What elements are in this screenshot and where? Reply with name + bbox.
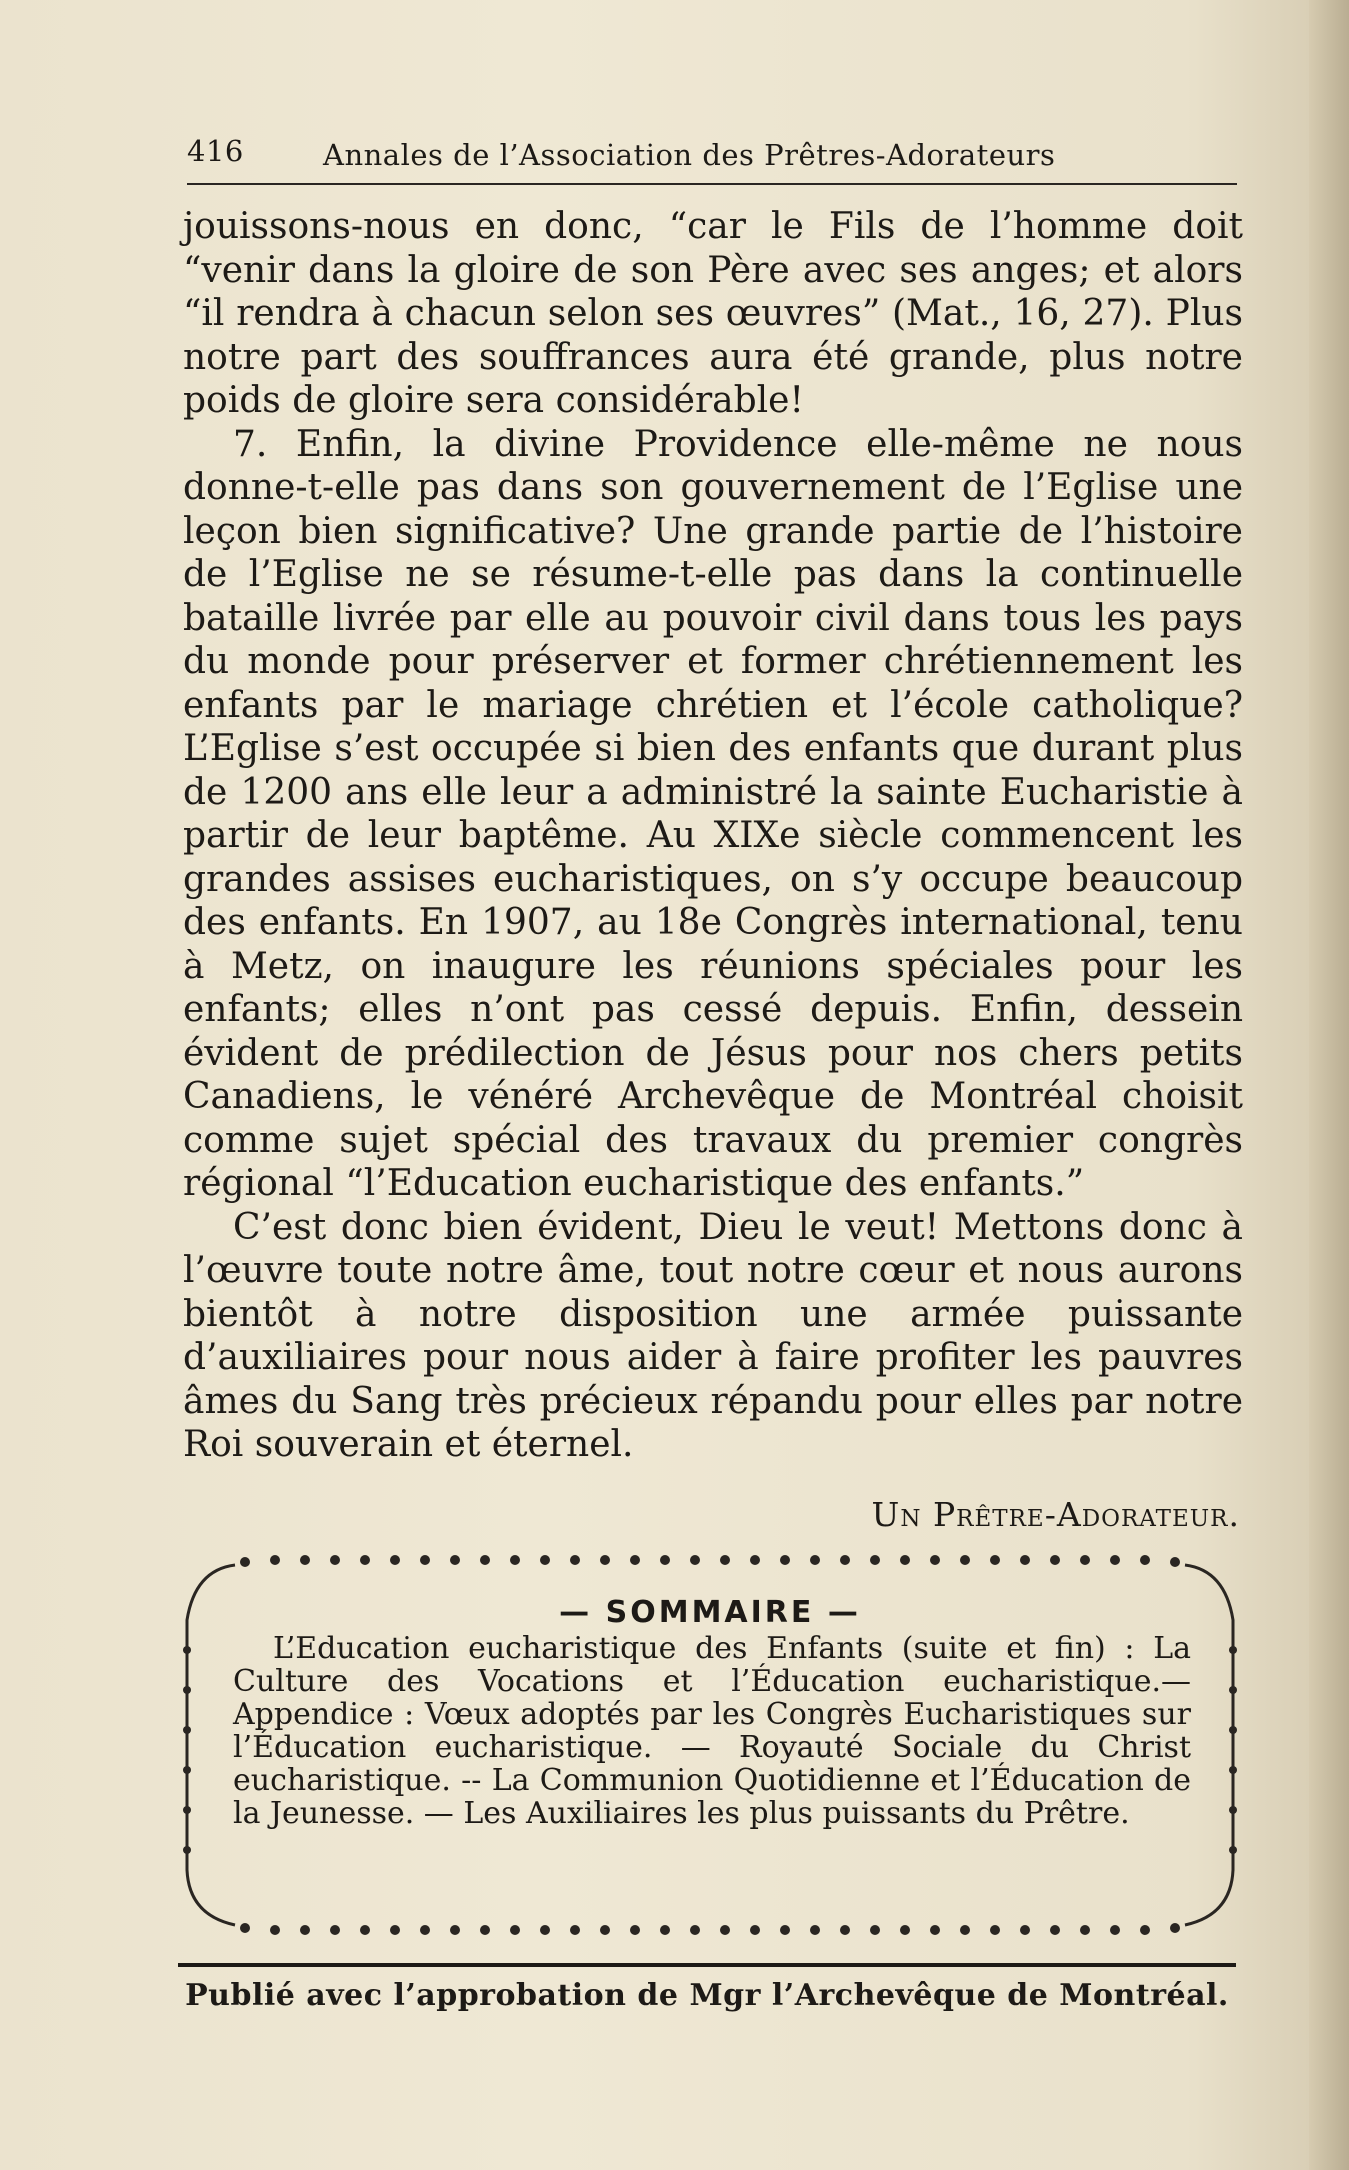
sommaire-frame: [175, 1540, 1245, 1950]
header-rule: [187, 183, 1237, 185]
page-number: 416: [187, 134, 244, 168]
signature: Un Prêtre-Adorateur.: [871, 1495, 1240, 1534]
page-edge-shadow: [1309, 0, 1349, 2170]
running-header: [187, 128, 1237, 178]
paragraph: jouissons-nous en donc, “car le Fils de l’homme doit “venir dans la gloire de son Père avec ses anges; et alors “il rendra à chacun selon ses œuvres” (Mat., 16, 27). Plus notre part des souffrances aura été grande, plus notre poids de gloire sera considérable!: [183, 206, 1243, 421]
publisher-line: Publié avec l’approbation de Mgr l’Archevêque de Montréal.: [185, 1978, 1229, 2013]
paragraph: C’est donc bien évident, Dieu le veut! Mettons donc à l’œuvre toute notre âme, tout notre cœur et nous aurons bientôt à notre disposition une armée puissante d’auxiliaires pour nous aider à faire profiter les pauvres âmes du Sang très précieux répandu pour elles par notre Roi souverain et éternel.: [183, 1206, 1243, 1465]
body-text: [183, 205, 1243, 1467]
running-title: Annales de l’Association des Prêtres-Adorateurs: [323, 138, 1056, 172]
bottom-rule: [178, 1963, 1236, 1967]
paragraph: 7. Enfin, la divine Providence elle-même ne nous donne-t-elle pas dans son gouvernement de l’Eglise une leçon bien significative? Une grande partie de l’histoire de l’Eglise ne se résume-t-elle pas dans la continuelle bataille livrée par elle au pouvoir civil dans tous les pays du monde pour préserver et former chrétiennement les enfants par le mariage chrétien et l’école catholique? L’Eglise s’est occupée si bien des enfants que durant plus de 1200 ans elle leur a administré la sainte Eucharistie à partir de leur baptême. Au XIXe siècle commencent les grandes assises eucharistiques, on s’y occupe beaucoup des enfants. En 1907, au 18e Congrès international, tenu à Metz, on inaugure les réunions spéciales pour les enfants; elles n’ont pas cessé depuis. Enfin, dessein évident de prédilection de Jésus pour nos chers petits Canadiens, le vénéré Archevêque de Montréal choisit comme sujet spécial des travaux du premier congrès régional “l’Education eucharistique des enfants.”: [183, 423, 1243, 1204]
sommaire-paragraph: L’Education eucharistique des Enfants (suite et fin) : La Culture des Vocations et l’Éducation eucharistique.— Appendice : Vœux adoptés par les Congrès Eucharistiques sur l’Éducation eucharistique. — Royauté Sociale du Christ eucharistique. -- La Communion Quotidienne et l’Éducation de la Jeunesse. — Les Auxiliaires les plus puissants du Prêtre.: [233, 1631, 1191, 1831]
leaf-border-bottom: [240, 1923, 1180, 1935]
sommaire-title: — SOMMAIRE —: [559, 1595, 861, 1630]
leaf-border-top: [240, 1555, 1180, 1567]
sommaire-text: [233, 1632, 1191, 1830]
